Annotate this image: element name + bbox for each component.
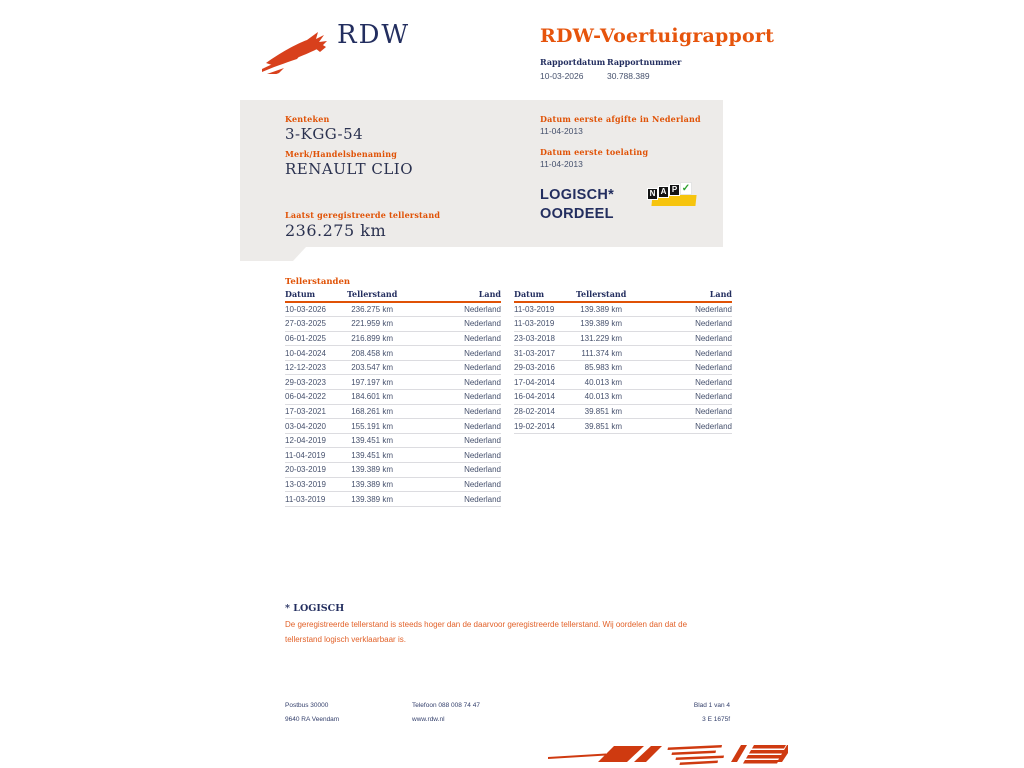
table-row	[285, 477, 501, 492]
datum-cell: 10-03-2026	[285, 302, 347, 317]
tellerstand-cell: 139.451 km	[347, 448, 393, 463]
report-number-block	[607, 57, 681, 81]
nap-letter-n: N	[647, 188, 658, 200]
land-cell: Nederland	[622, 302, 732, 317]
tellerstand-cell: 131.229 km	[576, 331, 622, 346]
rdw-wordmark: RDW	[337, 20, 411, 50]
table-header-row	[285, 289, 501, 302]
column-header-datum: Datum	[285, 289, 347, 302]
datum-cell: 11-03-2019	[285, 492, 347, 507]
nap-check-icon: ✓	[681, 183, 691, 194]
table-row	[285, 448, 501, 463]
footer-form-code: 3 E 1675f	[702, 716, 730, 723]
tellerstand-cell: 168.261 km	[347, 404, 393, 419]
summary-box-tab	[240, 247, 306, 261]
column-header-land: Land	[393, 289, 501, 302]
datum-cell: 11-03-2019	[514, 302, 576, 317]
column-header-land: Land	[622, 289, 732, 302]
datum-cell: 20-03-2019	[285, 463, 347, 478]
tellerstand-cell: 111.374 km	[576, 346, 622, 361]
table-row	[514, 404, 732, 419]
land-cell: Nederland	[393, 448, 501, 463]
tellerstand-cell: 139.451 km	[347, 433, 393, 448]
table-row	[514, 375, 732, 390]
kenteken-label: Kenteken	[285, 114, 330, 124]
land-cell: Nederland	[622, 390, 732, 405]
laatst-tellerstand-label: Laatst geregistreerde tellerstand	[285, 210, 441, 220]
footer-address-line2: 9640 RA Veendam	[285, 716, 340, 723]
datum-cell: 29-03-2023	[285, 375, 347, 390]
land-cell: Nederland	[393, 390, 501, 405]
tellerstand-cell: 40.013 km	[576, 390, 622, 405]
datum-cell: 06-01-2025	[285, 331, 347, 346]
table-row	[514, 390, 732, 405]
tellerstand-cell: 85.983 km	[576, 360, 622, 375]
nap-logo	[647, 182, 699, 209]
rdw-logo-bird-icon	[260, 30, 334, 74]
tellerstand-cell: 203.547 km	[347, 360, 393, 375]
report-number-label: Rapportnummer	[607, 57, 682, 67]
tellerstand-cell: 197.197 km	[347, 375, 393, 390]
oordeel-badge	[540, 186, 614, 224]
tellerstand-cell: 139.389 km	[347, 477, 393, 492]
land-cell: Nederland	[393, 346, 501, 361]
land-cell: Nederland	[622, 404, 732, 419]
footer-page-number: Blad 1 van 4	[693, 702, 730, 709]
datum-cell: 19-02-2014	[514, 419, 576, 434]
land-cell: Nederland	[622, 317, 732, 332]
datum-cell: 03-04-2020	[285, 419, 347, 434]
land-cell: Nederland	[393, 317, 501, 332]
table-row	[285, 404, 501, 419]
tellerstand-cell: 208.458 km	[347, 346, 393, 361]
table-row	[285, 331, 501, 346]
table-row	[514, 331, 732, 346]
tellerstand-cell: 155.191 km	[347, 419, 393, 434]
datum-cell: 23-03-2018	[514, 331, 576, 346]
tellerstand-cell: 39.851 km	[576, 419, 622, 434]
kenteken-value: 3-KGG-54	[285, 125, 364, 143]
land-cell: Nederland	[393, 463, 501, 478]
land-cell: Nederland	[393, 360, 501, 375]
tellerstand-cell: 221.959 km	[347, 317, 393, 332]
report-date-label: Rapportdatum	[540, 57, 606, 67]
tellerstand-cell: 216.899 km	[347, 331, 393, 346]
table-row	[285, 419, 501, 434]
table-row	[285, 492, 501, 507]
nap-letter-a: A	[658, 186, 669, 198]
column-header-datum: Datum	[514, 289, 576, 302]
datum-cell: 12-12-2023	[285, 360, 347, 375]
tellerstand-cell: 139.389 km	[347, 463, 393, 478]
footnote-text: De geregistreerde tellerstand is steeds hoger dan de daarvoor geregistreerde tellerstand. Wij oordelen dan dat de tellerstand logisch verklaarbaar is.	[285, 620, 688, 644]
datum-cell: 27-03-2025	[285, 317, 347, 332]
footnote-title: * LOGISCH	[285, 603, 345, 614]
table-row	[285, 390, 501, 405]
report-number-value: 30.788.389	[607, 71, 650, 81]
table-row	[285, 433, 501, 448]
table-row	[285, 346, 501, 361]
land-cell: Nederland	[393, 404, 501, 419]
table-row	[285, 302, 501, 317]
tellerstand-cell: 236.275 km	[347, 302, 393, 317]
table-header-row	[514, 289, 732, 302]
datum-cell: 29-03-2016	[514, 360, 576, 375]
tellerstand-cell: 139.389 km	[576, 317, 622, 332]
table-row	[285, 317, 501, 332]
tellerstanden-title: Tellerstanden	[285, 277, 351, 287]
tellerstand-cell: 139.389 km	[347, 492, 393, 507]
land-cell: Nederland	[622, 331, 732, 346]
datum-cell: 28-02-2014	[514, 404, 576, 419]
nap-letter-p: P	[669, 184, 680, 196]
merk-label: Merk/Handelsbenaming	[285, 149, 398, 159]
footer-speed-graphic	[548, 741, 788, 768]
report-date-value: 10-03-2026	[540, 71, 584, 81]
page-title: RDW-Voertuigrapport	[540, 25, 775, 47]
footer-address-line1: Postbus 30000	[285, 702, 329, 709]
merk-value: RENAULT CLIO	[285, 160, 414, 178]
tellerstand-cell: 39.851 km	[576, 404, 622, 419]
afgifte-label: Datum eerste afgifte in Nederland	[540, 114, 701, 124]
tellerstand-cell: 139.389 km	[576, 302, 622, 317]
oordeel-line2: OORDEEL	[540, 206, 614, 222]
table-row	[514, 317, 732, 332]
table-row	[514, 360, 732, 375]
land-cell: Nederland	[622, 360, 732, 375]
land-cell: Nederland	[622, 346, 732, 361]
land-cell: Nederland	[393, 477, 501, 492]
column-header-tellerstand: Tellerstand	[347, 289, 393, 302]
table-row	[514, 419, 732, 434]
land-cell: Nederland	[393, 375, 501, 390]
table-row	[285, 463, 501, 478]
tellerstanden-table-left	[285, 289, 501, 507]
land-cell: Nederland	[393, 302, 501, 317]
toelating-label: Datum eerste toelating	[540, 147, 649, 157]
datum-cell: 06-04-2022	[285, 390, 347, 405]
datum-cell: 10-04-2024	[285, 346, 347, 361]
table-row	[285, 360, 501, 375]
datum-cell: 12-04-2019	[285, 433, 347, 448]
footer-phone: Telefoon 088 008 74 47	[412, 702, 480, 709]
datum-cell: 17-04-2014	[514, 375, 576, 390]
land-cell: Nederland	[393, 331, 501, 346]
tellerstand-cell: 184.601 km	[347, 390, 393, 405]
datum-cell: 13-03-2019	[285, 477, 347, 492]
datum-cell: 11-04-2019	[285, 448, 347, 463]
land-cell: Nederland	[393, 433, 501, 448]
oordeel-line1: LOGISCH*	[540, 187, 615, 203]
land-cell: Nederland	[393, 492, 501, 507]
report-date-block	[540, 57, 605, 81]
land-cell: Nederland	[393, 419, 501, 434]
column-header-tellerstand: Tellerstand	[576, 289, 622, 302]
table-row	[514, 346, 732, 361]
footer-website: www.rdw.nl	[412, 716, 445, 723]
tellerstand-cell: 40.013 km	[576, 375, 622, 390]
land-cell: Nederland	[622, 375, 732, 390]
table-row	[514, 302, 732, 317]
datum-cell: 31-03-2017	[514, 346, 576, 361]
toelating-value: 11-04-2013	[540, 159, 583, 169]
datum-cell: 17-03-2021	[285, 404, 347, 419]
table-row	[285, 375, 501, 390]
land-cell: Nederland	[622, 419, 732, 434]
datum-cell: 11-03-2019	[514, 317, 576, 332]
laatst-tellerstand-value: 236.275 km	[285, 221, 387, 240]
datum-cell: 16-04-2014	[514, 390, 576, 405]
afgifte-value: 11-04-2013	[540, 126, 583, 136]
tellerstanden-table-right	[514, 289, 732, 434]
